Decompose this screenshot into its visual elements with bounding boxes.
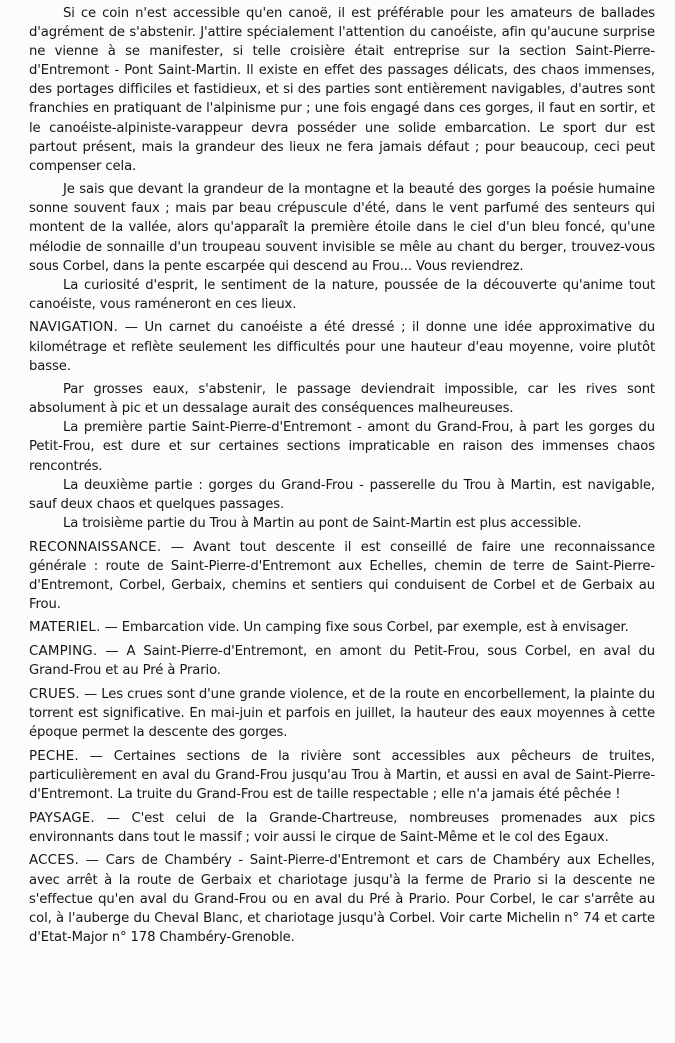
paragraph-poetry — [29, 180, 655, 275]
paragraph-text: Un carnet du canoéiste a été dressé ; il donne une idée approximative du kilométrage et reflète seulement les difficultés pour une hauteur d'eau moyenne, voire plutôt basse. — [29, 320, 655, 374]
section-heading: MATERIEL. — [29, 620, 101, 636]
paragraph-second-part — [29, 476, 655, 514]
paragraph-text: Les crues sont d'une grande violence, et de la route en encorbellement, la plainte du torrent est significative. En mai-juin et parfois en juillet, la hauteur des eaux moyennes à cette époque permet la descente des gorges. — [29, 686, 655, 741]
section-navigation — [29, 318, 655, 375]
paragraph-high-water — [29, 380, 655, 418]
paragraph-text: Si ce coin n'est accessible qu'en canoë, il est préférable pour les amateurs de ballades d'agrément de s'abstenir. J'attire spécialement l'attention du canoéiste, afin qu'aucune surprise ne vienne à se manifester, si telle croisière était entreprise sur la section Saint-Pierre-d'Entremont - Pont Saint-Martin. Il existe en effet des passages délicats, des chaos immenses, des portages difficiles et fastidieux, et si des parties sont entièrement navigables, d'autres sont franchies en pratiquant de l'alpinisme pur ; une fois engagé dans ces gorges, il faut en sortir, et le canoéiste-alpiniste-varappeur devra posséder une solide embarcation. Le sport dur est partout présent, mais la grandeur des lieux ne fera jamais défaut ; pour beaucoup, ceci peut compenser cela. — [29, 6, 655, 174]
section-camping — [29, 642, 655, 680]
section-paysage — [29, 809, 655, 847]
section-materiel — [29, 618, 655, 637]
body-text — [29, 4, 655, 947]
paragraph-text: A Saint-Pierre-d'Entremont, en amont du Petit-Frou, sous Corbel, en aval du Grand-Frou et au Pré à Prario. — [29, 644, 655, 679]
paragraph-curiosity — [29, 276, 655, 314]
paragraph-text: Avant tout descente il est conseillé de faire une reconnaissance générale : route de Saint-Pierre-d'Entremont aux Echelles, chemin de terre de Saint-Pierre-d'Entremont, Corbel, Gerbaix, chemins et sentiers qui conduisent de Corbel et de Gerbaix au Frou. — [29, 539, 655, 612]
heading-dash: — — [97, 644, 127, 660]
section-reconnaissance — [29, 538, 655, 614]
section-heading: NAVIGATION. — [29, 320, 119, 336]
paragraph-third-part — [29, 514, 655, 533]
paragraph-text: La deuxième partie : gorges du Grand-Frou - passerelle du Trou à Martin, est navigable, sauf deux chaos et quelques passages. — [29, 477, 655, 512]
section-peche — [29, 747, 655, 804]
paragraph-text: C'est celui de la Grande-Chartreuse, nombreuses promenades aux pics environnants dans tout le massif ; voir aussi le cirque de Saint-Même et le col des Egaux. — [29, 810, 655, 845]
section-heading: ACCES. — [29, 853, 80, 869]
paragraph-first-part — [29, 418, 655, 475]
section-heading: CRUES. — [29, 686, 80, 702]
paragraph-intro — [29, 4, 655, 176]
heading-dash: — — [79, 853, 106, 869]
paragraph-text: Je sais que devant la grandeur de la montagne et la beauté des gorges la poésie humaine sonne souvent faux ; mais par beau crépuscule d'été, dans le vent parfumé des senteurs qui montent de la vallée, alors qu'apparaît la première étoile dans le ciel d'un bleu foncé, qu'une mélodie de sonnaille d'un troupeau souvent invisible se mêle au chant du berger, trouvez-vous sous Corbel, dans la pente escarpée qui descend au Frou... Vous reviendrez. — [29, 182, 655, 274]
paragraph-text: Cars de Chambéry - Saint-Pierre-d'Entremont et cars de Chambéry aux Echelles, avec arrêt à la route de Gerbaix et chariotage jusqu'à la ferme de Prario si la descente ne s'effectue qu'en aval du Grand-Frou ou en aval du Pré à Prario. Pour Corbel, le car s'arrête au col, à l'auberge du Cheval Blanc, et chariotage jusqu'à Corbel. Voir carte Michelin n° 74 et carte d'Etat-Major n° 178 Chambéry-Grenoble. — [29, 853, 655, 945]
heading-dash: — — [94, 810, 132, 826]
paragraph-text: Embarcation vide. Un camping fixe sous Corbel, par exemple, est à envisager. — [121, 620, 629, 636]
paragraph-text: La troisième partie du Trou à Martin au pont de Saint-Martin est plus accessible. — [63, 515, 582, 531]
paragraph-text: Certaines sections de la rivière sont accessibles aux pêcheurs de truites, particulièrement en aval du Grand-Frou jusqu'au Trou à Martin, et aussi en aval de Saint-Pierre-d'Entremont. La truite du Grand-Frou est de taille respectable ; elle n'a jamais été pêchée ! — [29, 748, 655, 802]
heading-dash: — — [100, 620, 122, 636]
paragraph-text: La curiosité d'esprit, le sentiment de la nature, poussée de la découverte qu'anime tout canoéiste, vous raméneront en ces lieux. — [29, 277, 655, 312]
section-heading: PAYSAGE. — [29, 810, 95, 826]
section-crues — [29, 685, 655, 742]
heading-dash: — — [79, 686, 102, 702]
paragraph-text: La première partie Saint-Pierre-d'Entremont - amont du Grand-Frou, à part les gorges du Petit-Frou, est dure et sur certaines sections impraticable en raison des immenses chaos rencontrés. — [29, 420, 655, 474]
heading-dash: — — [78, 748, 114, 764]
paragraph-text: Par grosses eaux, s'abstenir, le passage deviendrait impossible, car les rives sont absolument à pic et un dessalage aurait des conséquences malheureuses. — [29, 382, 655, 417]
section-heading: CAMPING. — [29, 644, 98, 660]
section-heading: PECHE. — [29, 748, 79, 764]
section-heading: RECONNAISSANCE. — [29, 539, 162, 555]
section-acces — [29, 851, 655, 946]
heading-dash: — — [161, 539, 194, 555]
heading-dash: — — [118, 320, 145, 336]
